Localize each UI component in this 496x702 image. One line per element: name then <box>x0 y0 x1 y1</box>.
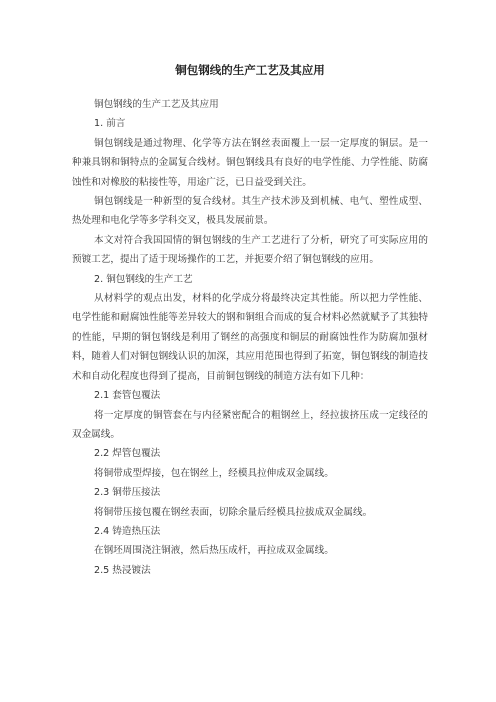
method-text-2-2: 将铜带成型焊接，包在钢丝上，经模具拉伸成双金属线。 <box>94 467 334 479</box>
method-heading-2-5: 2.5 热浸镀法 <box>94 564 151 576</box>
method-heading-2-1: 2.1 套管包覆法 <box>94 390 161 402</box>
method-heading-2-3: 2.3 铜带压接法 <box>94 487 161 499</box>
section-heading-process: 2. 铜包钢线的生产工艺 <box>94 273 193 285</box>
method-text-2-4: 在钢坯周围浇注铜液，然后热压成杆，再拉成双金属线。 <box>94 545 334 557</box>
method-text-2-1: 将一定厚度的铜管套在与内径紧密配合的粗钢丝上，经拉拔挤压成一定线径的双金属线。 <box>72 409 428 440</box>
intro-paragraph-3: 本文对符合我国国情的铜包钢线的生产工艺进行了分析，研究了可实际应用的预镀工艺，提出了适于现场操作的工艺，并扼要介绍了铜包钢线的应用。 <box>72 234 428 266</box>
method-heading-2-4: 2.4 铸造热压法 <box>94 525 161 537</box>
document-title: 铜包钢线的生产工艺及其应用 <box>175 63 325 77</box>
process-paragraph-1: 从材料学的观点出发，材料的化学成分将最终决定其性能。所以把力学性能、电学性能和耐腐蚀性能等差异较大的钢和铜组合而成的复合材料必然就赋予了其独特的性能，早期的铜包钢线是利用了钢丝的高强度和铜层的耐腐蚀性作为防腐加强材料，随着人们对铜包钢线认识的加深，其应用范围也得到了拓宽，铜包钢线的制造技术和自动化程度也得到了提高，目前铜包钢线的制造方法有如下几种： <box>72 293 428 382</box>
document-subtitle: 铜包钢线的生产工艺及其应用 <box>94 99 219 110</box>
intro-paragraph-2: 铜包钢线是一种新型的复合线材。其生产技术涉及到机械、电气、塑性成型、热处理和电化学等多学科交叉，极具发展前景。 <box>72 196 428 227</box>
method-text-2-3: 将铜带压接包覆在钢丝表面，切除余量后经模具拉拔成双金属线。 <box>94 506 373 518</box>
intro-paragraph-1: 铜包钢线是通过物理、化学等方法在钢丝表面覆上一层一定厚度的铜层。是一种兼具钢和铜特点的金属复合线材。铜包钢线具有良好的电学性能、力学性能、防腐蚀性和对橡胶的粘接性等，用途广泛，已日益受到关注。 <box>72 137 428 188</box>
section-heading-intro: 1. 前言 <box>94 118 126 130</box>
method-heading-2-2: 2.2 焊管包覆法 <box>94 448 161 460</box>
